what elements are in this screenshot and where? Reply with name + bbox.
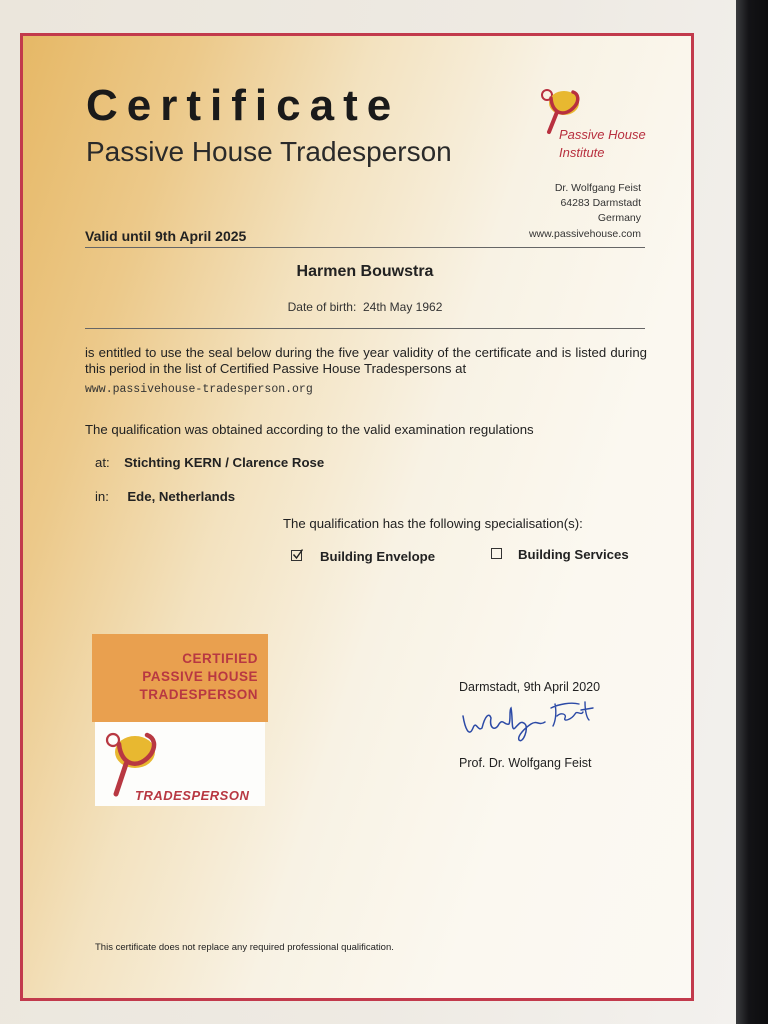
holder-dob [85,300,645,314]
logo-line-2: Institute [559,145,605,161]
dob-value: 24th May 1962 [362,300,443,314]
examination-in [95,488,235,506]
signature-place-date: Darmstadt, 9th April 2020 [459,680,601,694]
seal-header [92,634,268,722]
checkbox-building-envelope [291,550,302,561]
in-value: Ede, Netherlands [127,489,236,504]
address-line-2: 64283 Darmstadt [560,197,641,210]
qualification-text: The qualification was obtained according to the valid examination regulations [85,422,534,437]
signer-name: Prof. Dr. Wolfgang Feist [459,756,592,770]
dob-label: Date of birth: [287,300,357,314]
specialisation-intro: The qualification has the following specialisation(s): [283,516,583,531]
at-label: at: [95,455,110,470]
specialisation-building-services: Building Services [518,547,629,562]
certificate-sheet [20,33,694,1001]
tradesperson-url: www.passivehouse-tradesperson.org [85,383,313,396]
validity-date: Valid until 9th April 2025 [85,228,247,244]
entitlement-text: is entitled to use the seal below during the five year validity of the certificate and is listed during this period in the list of Certified Passive House Tradespersons at [85,345,647,377]
holder-name: Harmen Bouwstra [296,263,434,280]
examination-at [95,454,324,472]
certificate-subtitle: Passive House Tradesperson [86,136,452,167]
divider-middle [85,328,645,329]
address-line-3: Germany [597,212,641,225]
seal-line-3: TRADESPERSON [139,687,258,702]
at-value: Stichting KERN / Clarence Rose [124,455,325,470]
institute-address [529,181,641,242]
address-line-1: Dr. Wolfgang Feist [554,182,641,194]
certified-seal [92,634,268,809]
logo-text [559,126,646,162]
checkbox-building-services [491,548,502,559]
certificate-title: Certificate [86,81,401,130]
seal-body [95,722,265,806]
checkmark-icon [292,549,303,560]
divider-top [85,247,645,248]
in-label: in: [95,489,109,504]
picture-frame-edge [736,0,768,1024]
seal-bottom-word: TRADESPERSON [135,788,250,803]
address-website: www.passivehouse.com [528,227,641,240]
seal-line-1: CERTIFIED [182,651,258,666]
handwritten-signature [459,698,609,748]
logo-line-1: Passive House [559,127,646,142]
seal-line-2: PASSIVE HOUSE [142,669,258,684]
specialisation-building-envelope: Building Envelope [320,549,436,564]
disclaimer-text: This certificate does not replace any required professional qualification. [95,942,394,953]
